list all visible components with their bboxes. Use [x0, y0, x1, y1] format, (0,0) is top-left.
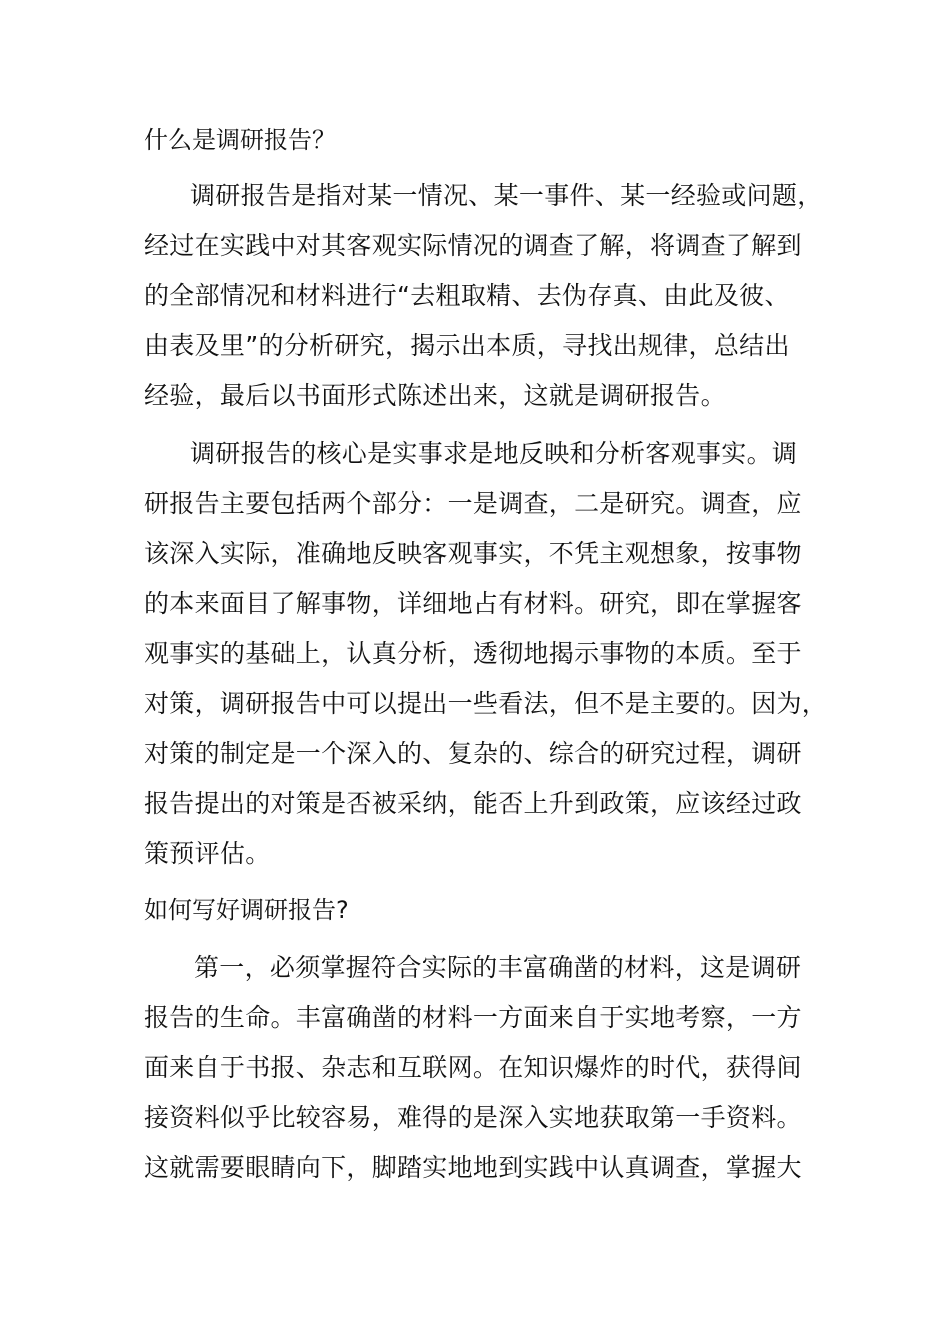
paragraph-definition	[144, 171, 823, 421]
paragraph-line: 第一，必须掌握符合实际的丰富确凿的材料，这是调研	[194, 953, 802, 982]
heading-how-to-write: 如何写好调研报告?	[144, 896, 349, 924]
paragraph-core	[144, 429, 828, 879]
paragraph-line: 这就需要眼睛向下，脚踏实地地到实践中认真调查，掌握大	[144, 1153, 802, 1182]
paragraph-first-point	[144, 943, 814, 1193]
paragraph-line: 研报告主要包括两个部分：一是调查，二是研究。调查，应	[144, 489, 802, 518]
paragraph-line: 的本来面目了解事物，详细地占有材料。研究，即在掌握客	[144, 589, 802, 618]
paragraph-line: 接资料似乎比较容易，难得的是深入实地获取第一手资料。	[144, 1103, 802, 1132]
paragraph-line: 面来自于书报、杂志和互联网。在知识爆炸的时代，获得间	[144, 1053, 802, 1082]
paragraph-line: 对策，调研报告中可以提出一些看法，但不是主要的。因为，	[144, 689, 828, 718]
paragraph-line: 调研报告的核心是实事求是地反映和分析客观事实。调	[190, 439, 798, 468]
paragraph-line: 该深入实际，准确地反映客观事实，不凭主观想象，按事物	[144, 539, 802, 568]
heading-what-is-report: 什么是调研报告？	[144, 126, 336, 154]
paragraph-line: 的全部情况和材料进行“去粗取精、去伪存真、由此及彼、	[144, 281, 790, 310]
paragraph-line: 观事实的基础上，认真分析，透彻地揭示事物的本质。至于	[144, 639, 802, 668]
paragraph-line: 经过在实践中对其客观实际情况的调查了解，将调查了解到	[144, 231, 802, 260]
paragraph-line: 报告提出的对策是否被采纳，能否上升到政策，应该经过政	[144, 789, 802, 818]
paragraph-line: 经验，最后以书面形式陈述出来，这就是调研报告。	[144, 381, 726, 410]
paragraph-line: 调研报告是指对某一情况、某一事件、某一经验或问题，	[190, 181, 823, 210]
paragraph-line: 策预评估。	[144, 839, 271, 868]
paragraph-line: 报告的生命。丰富确凿的材料一方面来自于实地考察，一方	[144, 1003, 802, 1032]
paragraph-line: 对策的制定是一个深入的、复杂的、综合的研究过程，调研	[144, 739, 802, 768]
paragraph-line: 由表及里”的分析研究，揭示出本质，寻找出规律，总结出	[144, 331, 790, 360]
